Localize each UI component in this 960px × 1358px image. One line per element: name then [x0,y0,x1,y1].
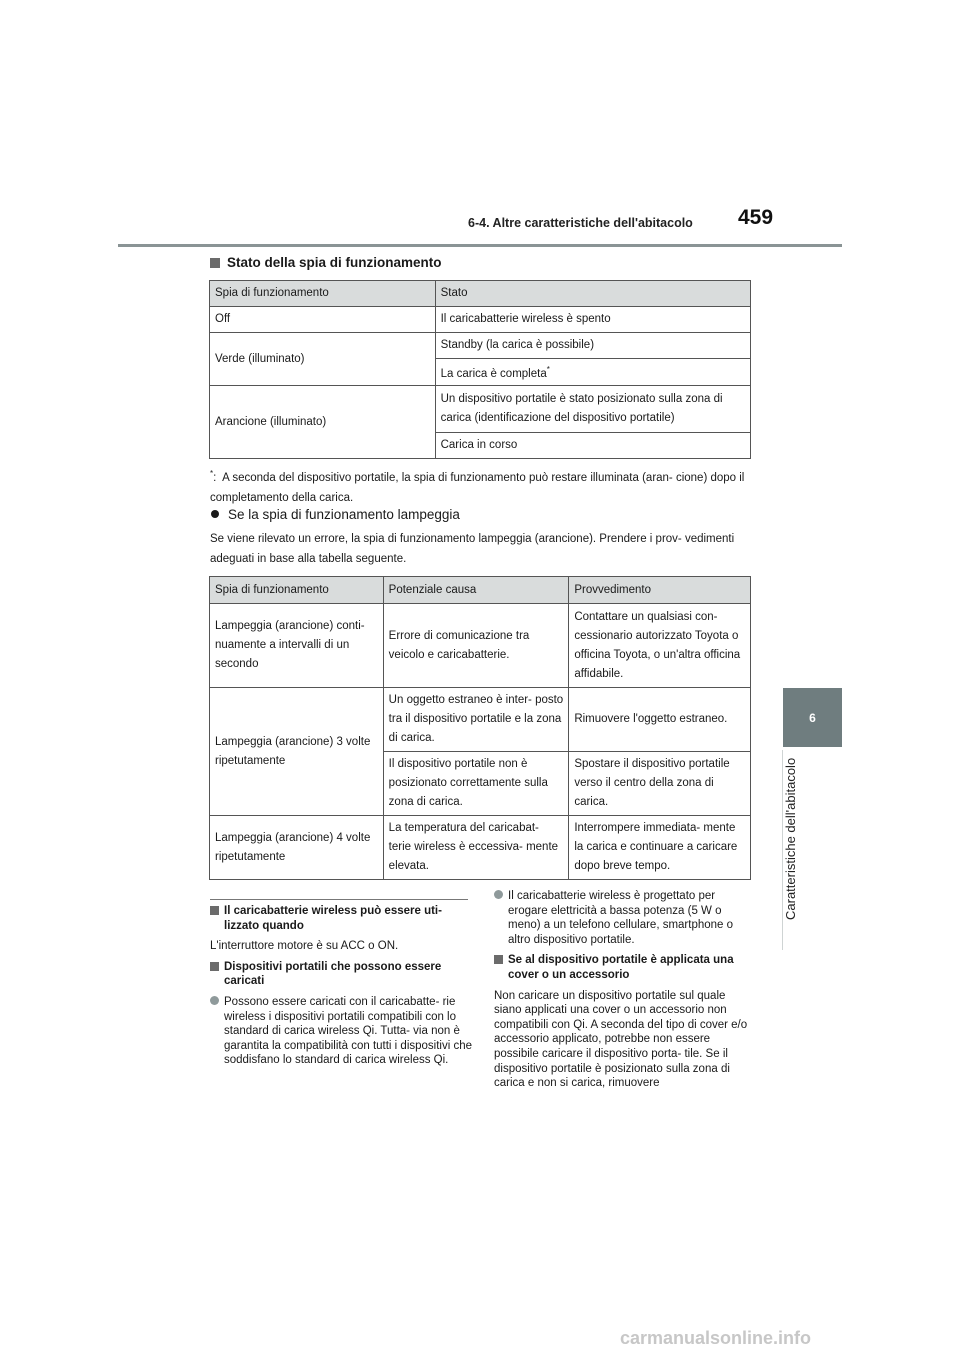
square-bullet-icon [210,962,219,971]
chapter-title: Caratteristiche dell'abitacolo [783,758,798,921]
table-row [210,688,751,752]
column-header: Provvedimento [569,577,751,604]
header-divider [118,244,842,247]
status-table [209,280,751,459]
note-heading [494,953,756,982]
table-row [210,816,751,880]
indicator-cell: Lampeggia (arancione) 3 volte ripetutamente [210,688,384,816]
footnote-text: A seconda del dispositivo portatile, la spia di funzionamento può restare illuminata (aran- cione) dopo il completamento della carica. [210,471,745,504]
state-cell [435,359,750,386]
column-header: Spia di funzionamento [210,281,436,307]
page-number: 459 [738,206,774,229]
round-bullet-icon [494,890,503,899]
action-cell: Rimuovere l'oggetto estraneo. [569,688,751,752]
header-section-title: 6-4. Altre caratteristiche dell'abitacolo [468,216,693,230]
table-header-row [210,577,751,604]
bullet-dot-icon [211,510,219,518]
blink-intro: Se viene rilevato un errore, la spia di funzionamento lampeggia (arancione). Prendere i prov- vedimenti adeguati in base alla tabella seguente. [210,533,735,565]
table-row [210,333,751,359]
square-bullet-icon [210,258,220,268]
status-heading-text: Stato della spia di funzionamento [227,255,442,270]
blink-heading [211,507,460,522]
indicator-cell: Off [210,307,436,333]
state-text: La carica è completa [440,367,547,380]
table-row [210,604,751,688]
state-cell: Il caricabatterie wireless è spento [435,307,750,333]
cause-cell: Il dispositivo portatile non è posizionato correttamente sulla zona di carica. [383,752,569,816]
watermark: carmanualsonline.info [620,1328,812,1348]
state-cell: Un dispositivo portatile è stato posizionato sulla zona di carica (identificazione del dispositivo portatile) [435,386,750,433]
chapter-tab[interactable] [783,688,842,747]
note-list-item [494,889,756,947]
state-cell: Carica in corso [435,433,750,459]
table-header-row [210,281,751,307]
blink-table [209,576,751,880]
indicator-cell: Arancione (illuminato) [210,386,436,459]
action-cell: Interrompere immediata- mente la carica e continuare a caricare dopo breve tempo. [569,816,751,880]
column-header: Potenziale causa [383,577,569,604]
note-heading [210,904,472,933]
note-heading-text: Il caricabatterie wireless può essere uti- lizzato quando [224,905,442,932]
indicator-cell: Lampeggia (arancione) 4 volte ripetutamente [210,816,384,880]
footnote [210,464,755,508]
table-row [210,307,751,333]
square-bullet-icon [494,955,503,964]
column-header: Stato [435,281,750,307]
cause-cell: Errore di comunicazione tra veicolo e caricabatterie. [383,604,569,688]
note-list-text: Il caricabatterie wireless è progettato per erogare elettricità a bassa potenza (5 W o meno) a un telefono cellulare, smartphone o altro dispositivo portatile. [508,890,734,946]
status-heading [210,255,442,270]
table-row [210,386,751,433]
note-heading-text: Se al dispositivo portatile è applicata una cover o un accessorio [508,954,734,981]
notes-divider [210,899,468,900]
note-list-text: Possono essere caricati con il caricabatte- rie wireless i dispositivi portatili compatibili con lo standard di carica wireless Qi. Tutta- via non è garantita la compatibilità con tutti i dispositivi che soddisfano lo standard di carica wireless Qi. [224,995,473,1067]
notes-right-column [494,889,756,1097]
square-bullet-icon [210,906,219,915]
note-paragraph: L'interruttore motore è su ACC o ON. [210,940,399,953]
note-heading [210,960,472,989]
note-heading-text: Dispositivi portatili che possono essere caricati [224,960,442,988]
note-paragraph: Non caricare un dispositivo portatile sul quale siano applicati una cover o un accessorio non compatibili con Qi. A seconda del tipo di cover e/o accessorio applicato, potrebbe non essere possibile caricare il dispositivo porta- tile. Se il dispositivo portatile è posizionato sulla zona di carica e non si carica, rimuovere [494,989,748,1090]
state-cell: Standby (la carica è possibile) [435,333,750,359]
action-cell: Spostare il dispositivo portatile verso il centro della zona di carica. [569,752,751,816]
round-bullet-icon [210,996,219,1005]
cause-cell: Un oggetto estraneo è inter- posto tra il dispositivo portatile e la zona di carica. [383,688,569,752]
indicator-cell: Verde (illuminato) [210,333,436,386]
footnote-marker: * [546,365,550,375]
notes-left-column [210,904,472,1074]
footnote-colon: : [213,471,217,484]
note-list-item [210,995,472,1068]
blink-heading-text: Se la spia di funzionamento lampeggia [228,507,460,522]
column-header: Spia di funzionamento [210,577,384,604]
action-cell: Contattare un qualsiasi con- cessionario autorizzato Toyota o officina Toyota, o un'altra officina affidabile. [569,604,751,688]
indicator-cell: Lampeggia (arancione) conti- nuamente a intervalli di un secondo [210,604,384,688]
footnote-marker: * [210,469,214,478]
chapter-number: 6 [809,710,816,725]
cause-cell: La temperatura del caricabat- terie wireless è eccessiva- mente elevata. [383,816,569,880]
